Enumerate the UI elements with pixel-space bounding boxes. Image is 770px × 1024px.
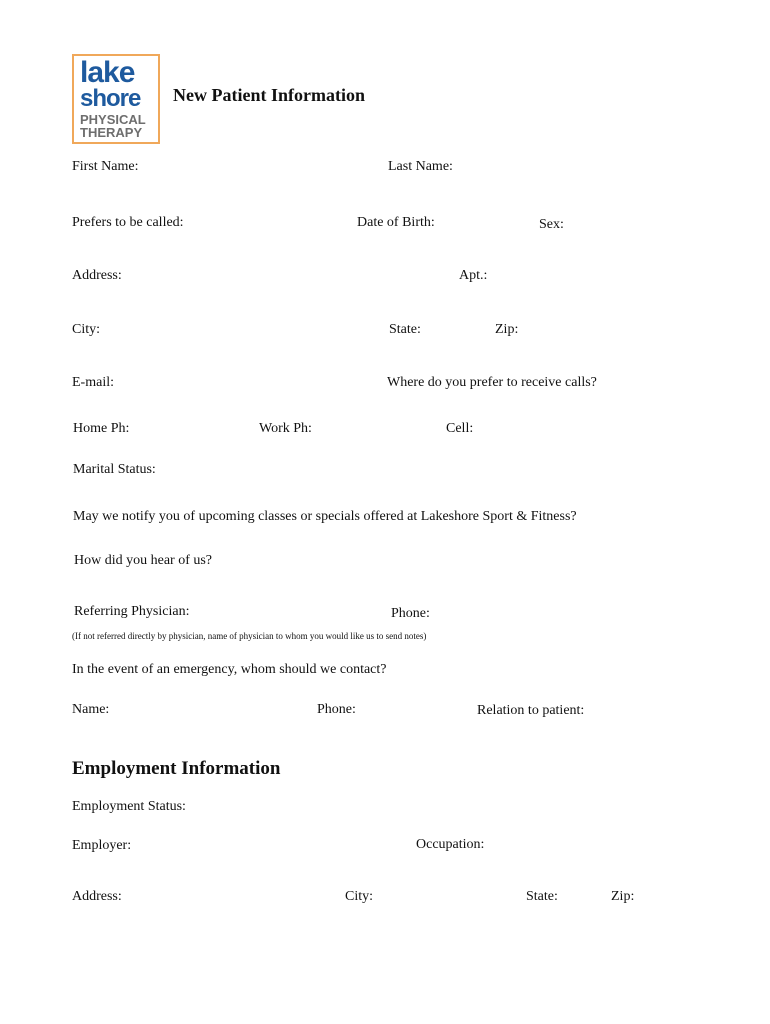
employment-status-label: Employment Status: [72, 799, 186, 814]
dob-label: Date of Birth: [357, 215, 435, 230]
emergency-question: In the event of an emergency, whom should we contact? [72, 662, 387, 677]
prefers-label: Prefers to be called: [72, 215, 184, 230]
sex-label: Sex: [539, 217, 564, 232]
occupation-label: Occupation: [416, 837, 485, 852]
email-label: E-mail: [72, 375, 114, 390]
work-phone-label: Work Ph: [259, 421, 312, 436]
prefer-calls-label: Where do you prefer to receive calls? [387, 375, 597, 390]
marital-status-label: Marital Status: [73, 462, 156, 477]
referring-phone-label: Phone: [391, 606, 430, 621]
logo-line-lake: lake [80, 56, 135, 89]
logo-line-physical: PHYSICAL [80, 112, 146, 127]
referring-physician-label: Referring Physician: [74, 604, 190, 619]
logo-line-shore: shore [80, 85, 141, 112]
cell-label: Cell: [446, 421, 474, 436]
page-title: New Patient Information [173, 85, 365, 105]
employer-label: Employer: [72, 838, 132, 853]
last-name-label: Last Name: [388, 159, 453, 174]
hear-question: How did you hear of us? [74, 553, 213, 568]
zip-label: Zip: [495, 322, 519, 337]
notify-question: May we notify you of upcoming classes or specials offered at Lakeshore Sport & Fitness? [73, 509, 577, 524]
logo-line-therapy: THERAPY [80, 125, 143, 140]
apt-label: Apt.: [459, 268, 488, 283]
state-label: State: [389, 322, 421, 337]
emergency-name-label: Name: [72, 702, 110, 717]
city-label: City: [72, 322, 101, 337]
employer-city-label: City: [345, 889, 374, 904]
home-phone-label: Home Ph: [73, 421, 130, 436]
employer-state-label: State: [526, 889, 558, 904]
emergency-relation-label: Relation to patient: [477, 703, 585, 718]
employment-heading: Employment Information [72, 758, 281, 779]
emergency-phone-label: Phone: [317, 702, 356, 717]
lakeshore-logo [72, 54, 160, 144]
address-label: Address: [72, 268, 122, 283]
employer-zip-label: Zip: [611, 889, 635, 904]
first-name-label: First Name: [72, 159, 139, 174]
referral-note: (If not referred directly by physician, name of physician to whom you would like us to send notes) [72, 631, 427, 641]
employer-address-label: Address: [72, 889, 122, 904]
